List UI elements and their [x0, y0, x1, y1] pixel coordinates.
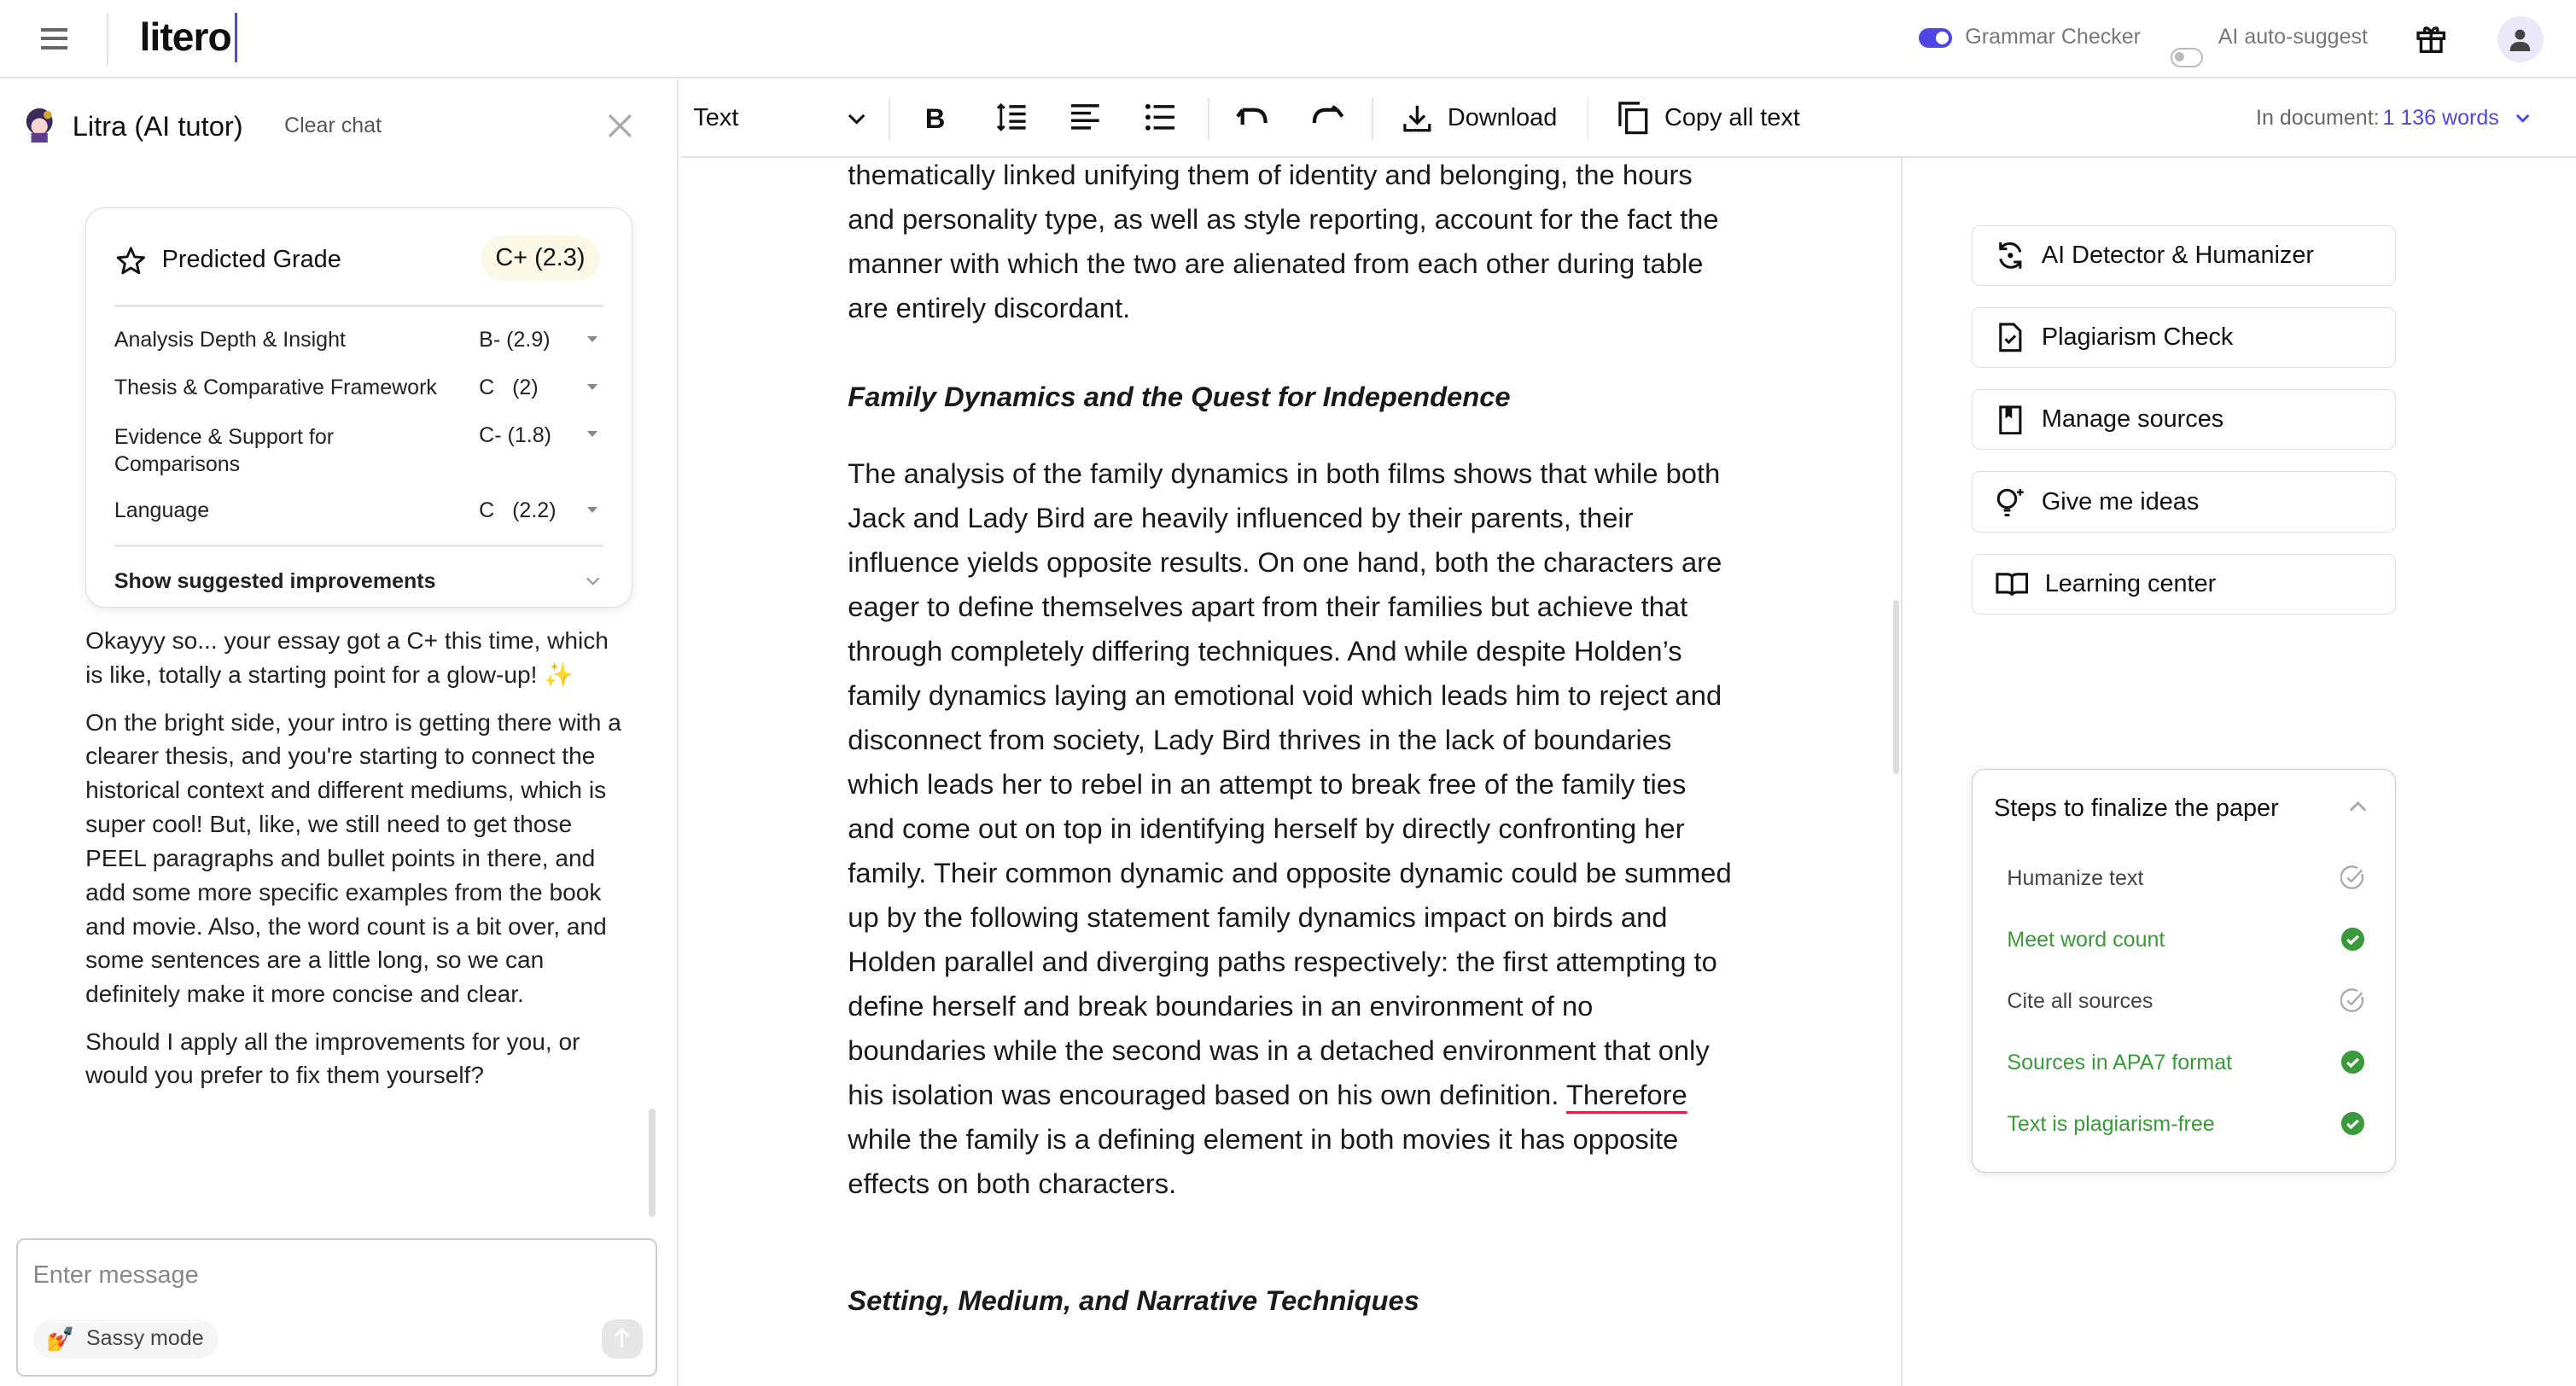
gift-icon[interactable]: [2414, 21, 2448, 55]
arrow-up-icon: [614, 1328, 630, 1349]
bold-button[interactable]: [925, 80, 946, 156]
grammar-flagged-word[interactable]: Therefore: [1565, 1078, 1687, 1110]
step-label: Meet word count: [2007, 928, 2165, 952]
lightbulb-icon: [1996, 487, 2025, 517]
criterion-row[interactable]: [114, 498, 604, 523]
divider: [1372, 98, 1373, 139]
step-item[interactable]: [2007, 928, 2365, 952]
bullet-list-icon[interactable]: [1145, 103, 1175, 131]
check-circle-filled-icon: [2340, 1050, 2365, 1080]
divider: [114, 544, 604, 547]
grammar-checker-label: Grammar Checker: [1965, 24, 2142, 49]
ai-autosuggest-toggle[interactable]: [2171, 48, 2204, 67]
tool-label: Plagiarism Check: [2041, 323, 2234, 352]
caret-down-icon: [587, 384, 597, 390]
tool-label: AI Detector & Humanizer: [2041, 241, 2315, 269]
top-bar: [0, 0, 2576, 79]
step-label: Cite all sources: [2007, 989, 2153, 1014]
check-circle-filled-icon: [2340, 927, 2365, 958]
text-style-select[interactable]: [693, 80, 858, 156]
align-left-icon[interactable]: [1071, 103, 1099, 131]
grammar-checker-toggle[interactable]: [1919, 28, 1952, 48]
steps-title: Steps to finalize the paper: [1994, 794, 2279, 822]
overall-grade-badge: C+ (2.3): [481, 236, 600, 280]
user-avatar[interactable]: [2497, 16, 2544, 62]
chevron-down-icon: [848, 114, 865, 125]
tutor-avatar-icon: [21, 107, 57, 143]
document-content[interactable]: [848, 158, 1735, 1355]
open-book-icon: [1996, 569, 2029, 599]
step-label: Humanize text: [2007, 866, 2144, 891]
chat-scrollbar[interactable]: [649, 1109, 656, 1217]
hamburger-menu-icon[interactable]: [41, 28, 67, 50]
star-icon: [116, 246, 146, 276]
caret-down-icon: [587, 507, 597, 513]
chat-message: On the bright side, your intro is getting there with a clearer thesis, and you're starting to connect the historical context and different mediums, which is super cool! But, like, we still need to get those PEEL paragraphs and bullet points in there, and add some more specific examples from the book and movie. Also, the word count is a bit over, and some sentences are a little long, so we can definitely make it more concise and clear.: [85, 708, 621, 1008]
download-button[interactable]: [1403, 80, 1557, 156]
criterion-row[interactable]: [114, 376, 604, 400]
clear-chat-button[interactable]: Clear chat: [284, 113, 382, 137]
learning-center-button[interactable]: [1972, 554, 2396, 614]
criterion-name: Analysis Depth & Insight: [114, 328, 346, 352]
plagiarism-check-button[interactable]: [1972, 307, 2396, 368]
word-count-prefix: In document:: [2256, 106, 2380, 131]
show-improvements-label: Show suggested improvements: [114, 569, 436, 594]
divider: [1588, 98, 1589, 139]
document-scrollbar[interactable]: [1893, 600, 1900, 774]
chat-title: Litra (AI tutor): [72, 109, 243, 142]
ai-detector-humanizer-button[interactable]: [1972, 225, 2396, 286]
criterion-name: Evidence & Support for Comparisons: [114, 424, 335, 477]
message-input-box[interactable]: [16, 1238, 657, 1377]
caret-down-icon: [587, 336, 597, 342]
word-count-dropdown[interactable]: [2256, 80, 2530, 156]
document-area[interactable]: [680, 158, 1903, 1386]
redo-icon[interactable]: [1311, 105, 1344, 128]
step-item[interactable]: [2007, 866, 2365, 891]
chevron-up-icon[interactable]: [2349, 801, 2367, 812]
divider: [889, 98, 890, 139]
logo[interactable]: litero: [140, 13, 237, 62]
criterion-name: Language: [114, 498, 210, 523]
paragraph-text: while the family is a defining element in both movies it has opposite effects on both characters.: [848, 1122, 1679, 1199]
check-circle-filled-icon: [2340, 1111, 2365, 1142]
refresh-icon: [1996, 241, 2025, 271]
undo-icon[interactable]: [1236, 105, 1269, 128]
line-spacing-icon[interactable]: [996, 103, 1028, 131]
manage-sources-button[interactable]: [1972, 389, 2396, 450]
download-icon: [1403, 104, 1431, 132]
criterion-row[interactable]: [114, 328, 604, 352]
step-item[interactable]: [2007, 1112, 2365, 1137]
tool-label: Give me ideas: [2041, 487, 2200, 515]
send-button[interactable]: [602, 1319, 643, 1359]
download-label: Download: [1447, 104, 1558, 132]
text-style-value: Text: [693, 104, 739, 132]
close-icon[interactable]: [608, 114, 632, 138]
paragraph: thematically linked unifying them of identity and belonging, the hours and personality type, as well as style reporting, account for the fact the manner with which the two are alienated from each other during table are entirely discordant.: [848, 159, 1719, 323]
ai-autosuggest-label: AI auto-suggest: [2218, 24, 2368, 49]
section-heading: Family Dynamics and the Quest for Independence: [848, 380, 1511, 412]
nail-polish-icon: 💅: [45, 1325, 75, 1352]
criterion-score: (1.8): [507, 422, 551, 447]
criterion-score: (2.9): [506, 328, 551, 352]
editor-toolbar: [680, 80, 2576, 157]
step-label: Sources in APA7 format: [2007, 1051, 2233, 1075]
criterion-grade: C-: [479, 422, 502, 447]
user-icon: [2509, 28, 2532, 51]
message-input[interactable]: Enter message: [32, 1261, 199, 1290]
book-icon: [1996, 405, 2025, 435]
criterion-grade: B-: [479, 328, 501, 352]
chevron-down-icon: [586, 576, 600, 586]
copy-all-text-button[interactable]: [1618, 80, 1800, 156]
criterion-score: (2.2): [512, 498, 557, 523]
predicted-grade-title: Predicted Grade: [161, 245, 341, 273]
document-check-icon: [1996, 323, 2025, 352]
predicted-grade-card: [85, 207, 632, 609]
step-label: Text is plagiarism-free: [2007, 1112, 2215, 1137]
criterion-grade: C: [479, 498, 495, 523]
chat-message: Should I apply all the improvements for you, or would you prefer to fix them yourself?: [85, 1028, 580, 1089]
sassy-mode-label: Sassy mode: [85, 1326, 204, 1351]
chat-messages: [85, 624, 627, 1105]
paragraph-text: The analysis of the family dynamics in both films shows that while both Jack and Lady Bird are heavily influenced by their parents, their influence yields opposite results. On one hand, both the characters are eager to define themselves apart from their families but achieve that through completely differing techniques. And while despite Holden’s family dynamics laying an emotional void which leads him to reject and disconnect from society, Lady Bird thrives in the lack of boundaries which leads her to rebel in an attempt to break free of the family ties and come out on top in identifying herself by directly confronting her family. Their common dynamic and opposite dynamic could be summed up by the following statement family dynamics impact on birds and Holden parallel and diverging paths respectively: the first attempting to define herself and break boundaries in an environment of no boundaries while the second was in a detached environment that only his isolation was encouraged based on his own definition.: [848, 457, 1732, 1110]
criterion-score: (2): [512, 375, 539, 399]
paragraph: [848, 451, 1735, 1205]
bold-icon: B: [924, 102, 946, 134]
show-improvements-toggle[interactable]: [114, 569, 604, 594]
word-count-value: 1 136 words: [2382, 106, 2499, 131]
copy-icon: [1618, 102, 1648, 135]
chevron-down-icon: [2515, 114, 2530, 124]
chat-message: Okayyy so... your essay got a C+ this time, which is like, totally a starting point for a glow-up! ✨: [85, 627, 609, 689]
step-item[interactable]: [2007, 989, 2365, 1014]
check-circle-outline-icon: [2340, 865, 2365, 896]
step-item[interactable]: [2007, 1051, 2365, 1075]
tool-label: Learning center: [2044, 569, 2217, 597]
caret-down-icon: [587, 431, 597, 437]
divider: [114, 305, 604, 307]
divider: [107, 13, 108, 66]
ai-tutor-panel: [0, 80, 679, 1386]
criterion-grade: C: [479, 375, 495, 399]
copy-label: Copy all text: [1664, 104, 1800, 132]
give-me-ideas-button[interactable]: [1972, 471, 2396, 532]
criterion-name: Thesis & Comparative Framework: [114, 375, 437, 399]
section-heading: Setting, Medium, and Narrative Techniques: [848, 1284, 1419, 1316]
criterion-row[interactable]: [114, 423, 604, 479]
check-circle-outline-icon: [2340, 988, 2365, 1019]
divider: [1208, 98, 1209, 139]
finalize-steps-card: [1972, 769, 2396, 1173]
tool-label: Manage sources: [2041, 405, 2224, 434]
sassy-mode-button[interactable]: [33, 1319, 219, 1359]
